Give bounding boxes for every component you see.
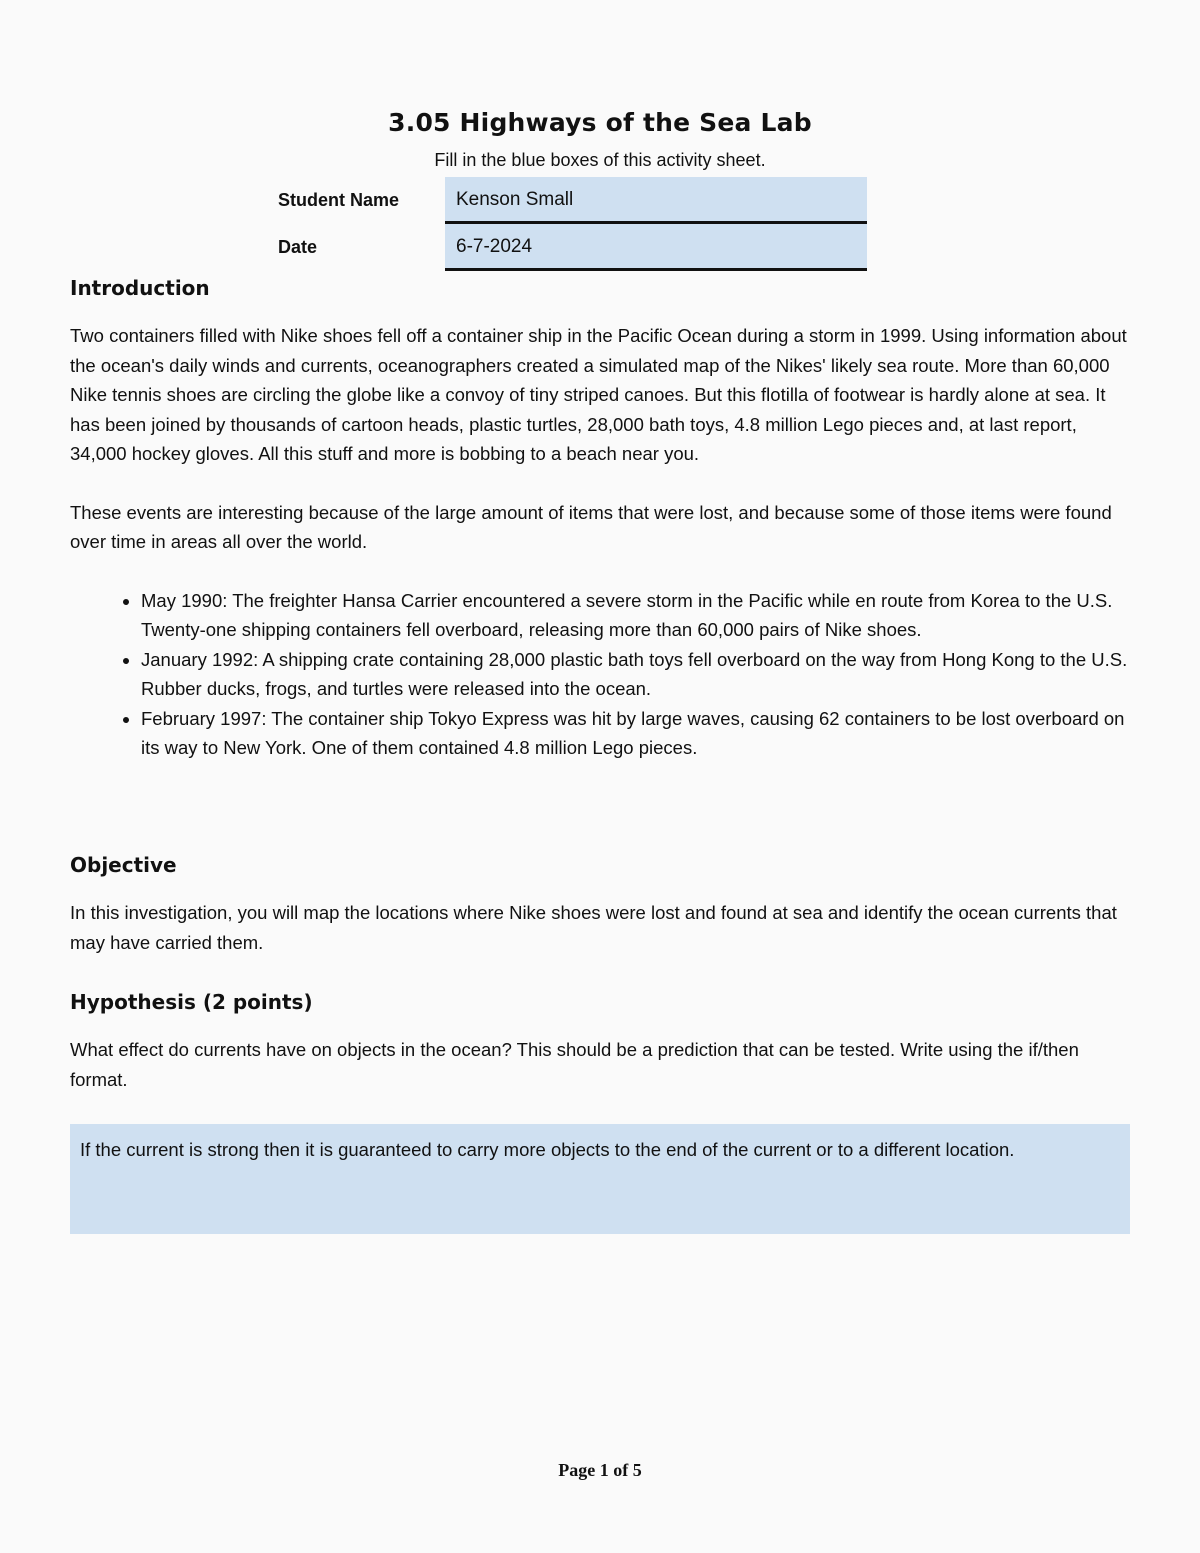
introduction-paragraph-1: Two containers filled with Nike shoes fell off a container ship in the Pacific Ocean during a storm in 1999. Using information about the ocean's daily winds and currents, oceanographers created a simulated map of the Nikes' likely sea route. More than 60,000 Nike tennis shoes are circling the globe like a convoy of tiny striped canoes. But this flotilla of footwear is hardly alone at sea. It has been joined by thousands of cartoon heads, plastic turtles, 28,000 bath toys, 4.8 million Lego pieces and, at last report, 34,000 hockey gloves. All this stuff and more is bobbing to a beach near you. xyxy=(70,325,1127,464)
student-name-row xyxy=(270,177,870,224)
page-number: Page 1 of 5 xyxy=(558,1460,642,1480)
date-row xyxy=(270,224,870,271)
date-label: Date xyxy=(278,237,318,257)
hypothesis-prompt: What effect do currents have on objects in the ocean? This should be a prediction that can be tested. Write using the if/then format. xyxy=(70,1039,1079,1090)
hypothesis-section xyxy=(70,990,1130,1094)
list-item: • February 1997: The container ship Tokyo Express was hit by large waves, causing 62 containers to be lost overboard on its way to New York. One of them contained 4.8 million Lego pieces. xyxy=(141,704,1130,763)
introduction-heading: Introduction xyxy=(70,276,210,300)
introduction-section xyxy=(70,276,1130,763)
objective-section xyxy=(70,853,1130,957)
student-name-label: Student Name xyxy=(278,190,400,210)
objective-heading: Objective xyxy=(70,853,177,877)
list-item: • May 1990: The freighter Hansa Carrier encountered a severe storm in the Pacific while en route from Korea to the U.S. Twenty-one shipping containers fell overboard, releasing more than 60,000 pairs of Nike shoes. xyxy=(141,586,1130,645)
document-subtitle: Fill in the blue boxes of this activity sheet. xyxy=(434,150,766,170)
introduction-paragraph-2: These events are interesting because of the large amount of items that were lost, and because some of those items were found over time in areas all over the world. xyxy=(70,501,1112,552)
events-list xyxy=(70,586,1130,763)
student-info-table xyxy=(270,177,870,271)
document-title: 3.05 Highways of the Sea Lab xyxy=(388,108,812,137)
student-name-field[interactable]: Kenson Small xyxy=(445,177,867,224)
hypothesis-answer-box[interactable]: If the current is strong then it is guaranteed to carry more objects to the end of the current or to a different location. xyxy=(70,1124,1130,1234)
list-item: • January 1992: A shipping crate containing 28,000 plastic bath toys fell overboard on the way from Hong Kong to the U.S. Rubber ducks, frogs, and turtles were released into the ocean. xyxy=(141,645,1130,704)
objective-text: In this investigation, you will map the locations where Nike shoes were lost and found at sea and identify the ocean currents that may have carried them. xyxy=(70,902,1117,953)
hypothesis-heading: Hypothesis (2 points) xyxy=(70,990,313,1014)
date-field[interactable]: 6-7-2024 xyxy=(445,224,867,271)
